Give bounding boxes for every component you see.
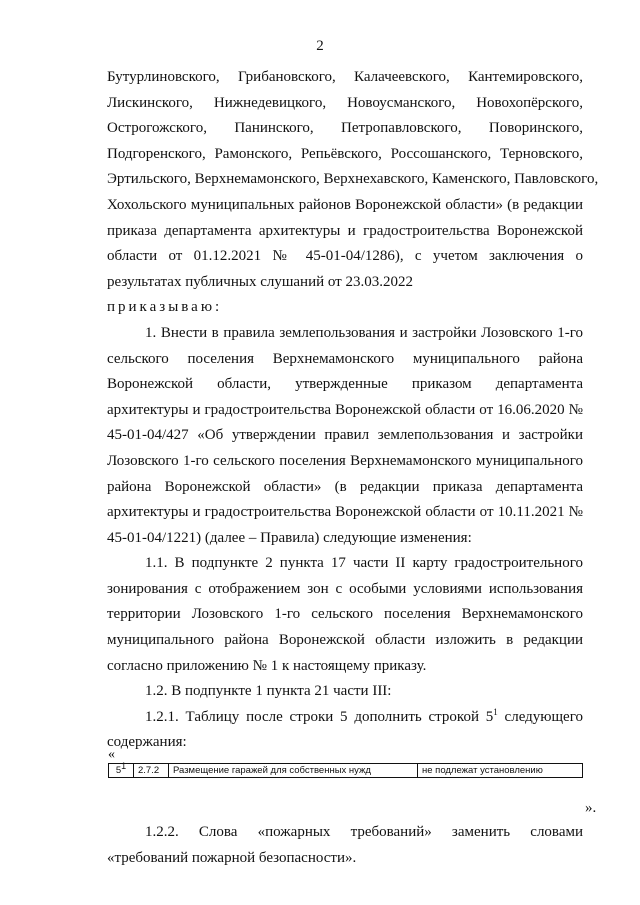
item-1-2-1-text: 1.2.1. Таблицу после строки 5 дополнить строкой 5 — [145, 708, 494, 725]
insert-table — [108, 760, 583, 778]
districts-line-3: Острогожского, Панинского, Петропавловского, Поворинского, — [107, 120, 583, 137]
item-1-2-1-end: следующего содержания: — [107, 708, 583, 751]
document-body — [107, 65, 599, 756]
order-word: приказываю: — [107, 299, 223, 316]
districts-line-1: Бутурлиновского, Грибановского, Калачеевского, Кантемировского, — [107, 69, 583, 85]
item-1-1: 1.1. В подпункте 2 пункта 17 части II карту градостроительного зонирования с отображением зон с особыми условиями использования территории Лозовского 1-го сельского поселения Верхнемамонского муниципального района Воронежской области изложить в редакции согласно приложению № 1 к настоящему приказу. — [107, 555, 583, 674]
item-1-2-1 — [107, 705, 583, 756]
cell-num-text: 5 — [115, 764, 122, 776]
page-number: 2 — [316, 38, 324, 54]
cell-num — [109, 760, 134, 778]
item-1-2: 1.2. В подпункте 1 пункта 21 части III: — [145, 683, 392, 700]
table-row — [109, 764, 583, 778]
preamble-paragraph-end: Хохольского муниципальных районов Воронежской области» (в редакции приказа департамента архитектуры и градостроительства Воронежской области от 01.12.2021 № 45-01-04/1286), с учетом заключения о результатах публичных слушаний от 23.03.2022 — [107, 196, 583, 290]
cell-num-sup: 1 — [121, 760, 127, 771]
item-1-2-2: 1.2.2. Слова «пожарных требований» заменить словами «требований пожарной безопасности». — [107, 824, 583, 866]
quote-close: ». — [585, 800, 597, 816]
item-1-2-1-sup: 1 — [493, 706, 498, 717]
quote-open: « — [108, 747, 115, 762]
districts-line-2: Лискинского, Нижнедевицкого, Новоусманского, Новохопёрского, — [107, 94, 583, 111]
districts-line-4: Подгоренского, Рамонского, Репьёвского, Россошанского, Терновского, — [107, 145, 583, 162]
districts-line-5: Эртильского, Верхнемамонского, Верхнехавского, Каменского, Павловского, — [107, 171, 599, 188]
item-1: 1. Внести в правила землепользования и застройки Лозовского 1-го сельского поселения Верхнемамонского муниципального района Воронежской области, утвержденные приказом департамента архитектуры и градостроительства Воронежской области от 16.06.2020 № 45-01-04/427 «Об утверждении правил землепользования и застройки Лозовского 1-го сельского поселения Верхнемамонского муниципального района Воронежской области» (в редакции приказа департамента архитектуры и градостроительства Воронежской области от 10.11.2021 № 45-01-04/1221) (далее – Правила) следующие изменения: — [107, 324, 583, 546]
document-tail — [107, 820, 583, 871]
cell-name: Размещение гаражей для собственных нужд — [169, 764, 418, 778]
cell-code: 2.7.2 — [134, 764, 169, 778]
cell-value: не подлежат установлению — [418, 764, 583, 778]
